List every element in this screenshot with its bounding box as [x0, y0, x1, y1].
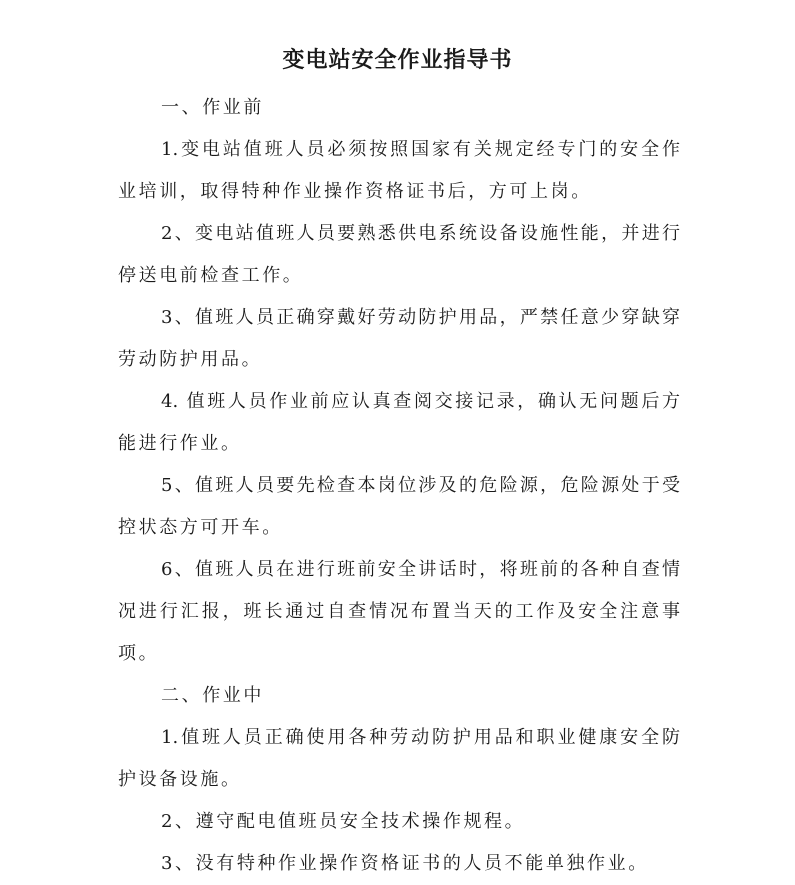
paragraph-line: 项。 [118, 643, 160, 664]
section-heading-before-work: 一、作业前 [161, 97, 264, 118]
paragraph-line: 3、值班人员正确穿戴好劳动防护用品，严禁任意少穿缺穿 [161, 307, 680, 328]
document-title: 变电站安全作业指导书 [282, 47, 513, 73]
paragraph-line: 2、变电站值班人员要熟悉供电系统设备设施性能，并进行 [161, 223, 680, 244]
paragraph-line: 1.值班人员正确使用各种劳动防护用品和职业健康安全防 [161, 727, 680, 748]
paragraph-line: 能进行作业。 [118, 433, 242, 454]
paragraph-line: 3、没有特种作业操作资格证书的人员不能单独作业。 [161, 853, 649, 874]
paragraph-line: 业培训，取得特种作业操作资格证书后，方可上岗。 [118, 181, 592, 202]
paragraph-line: 停送电前检查工作。 [118, 265, 304, 286]
paragraph-line: 5、值班人员要先检查本岗位涉及的危险源，危险源处于受 [161, 475, 680, 496]
paragraph-line: 4. 值班人员作业前应认真查阅交接记录，确认无问题后方 [161, 391, 680, 412]
document-body [118, 87, 680, 885]
paragraph-line: 护设备设施。 [118, 769, 242, 790]
paragraph-line: 1.变电站值班人员必须按照国家有关规定经专门的安全作 [161, 139, 680, 160]
paragraph-line: 劳动防护用品。 [118, 349, 263, 370]
paragraph-line: 况进行汇报，班长通过自查情况布置当天的工作及安全注意事 [118, 601, 680, 622]
section-heading-during-work: 二、作业中 [161, 685, 264, 706]
paragraph-line: 6、值班人员在进行班前安全讲话时，将班前的各种自查情 [161, 559, 680, 580]
paragraph-line: 控状态方可开车。 [118, 517, 283, 538]
paragraph-line: 2、遵守配电值班员安全技术操作规程。 [161, 811, 526, 832]
